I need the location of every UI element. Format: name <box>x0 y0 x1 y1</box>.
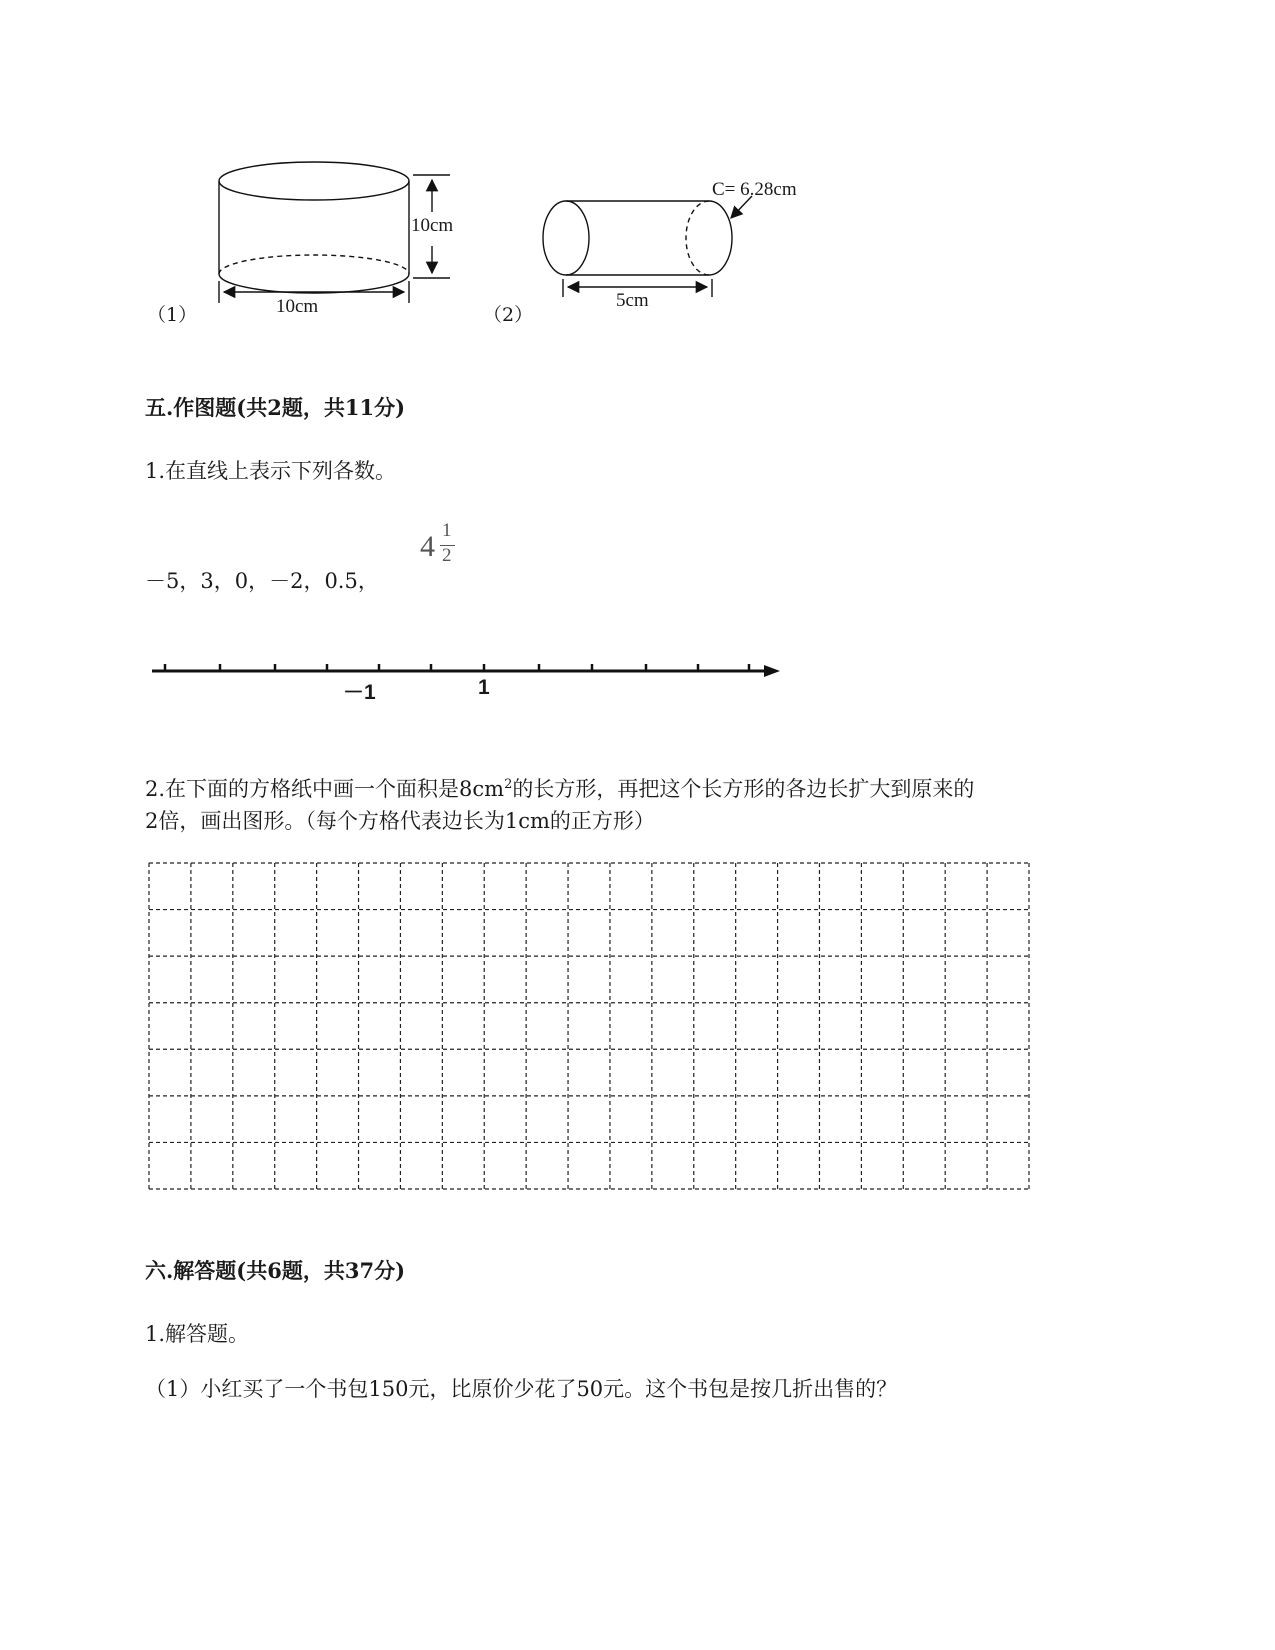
cylinder-2 <box>543 196 752 297</box>
figure-1-height-label: 10cm <box>411 215 454 236</box>
section-5-heading: 五.作图题(共2题，共11分) <box>145 395 406 420</box>
figure-1-label: （1） <box>147 304 198 326</box>
figure-1-diameter-label: 10cm <box>276 296 319 317</box>
q2-text-a: 2.在下面的方格纸中画一个面积是8cm <box>145 777 505 801</box>
q1-numbers: －5，3，0，－2，0.5， <box>145 569 379 593</box>
mixed-number-denominator: 2 <box>442 545 452 566</box>
number-line-label-pos1: 1 <box>478 676 490 699</box>
number-line <box>140 650 800 710</box>
q2-text-b: 的长方形，再把这个长方形的各边长扩大到原来的 <box>512 777 975 801</box>
q2-prompt-line-1 <box>145 773 974 803</box>
figure-2-label: （2） <box>483 304 534 326</box>
section-6-heading: 六.解答题(共6题，共37分) <box>145 1258 406 1283</box>
q1-prompt: 1.在直线上表示下列各数。 <box>145 459 397 483</box>
grid-paper[interactable] <box>147 861 1031 1191</box>
section-6-q1-part1: （1）小红买了一个书包150元，比原价少花了50元。这个书包是按几折出售的？ <box>145 1377 898 1401</box>
mixed-number-whole: 4 <box>420 530 435 563</box>
figure-2-circumference-label: C= 6.28cm <box>712 179 797 200</box>
section-6-q1-prompt: 1.解答题。 <box>145 1322 250 1346</box>
mixed-number-numerator: 1 <box>442 520 452 541</box>
number-line-label-neg1: －1 <box>343 681 376 704</box>
q2-prompt-line-2: 2倍，画出图形。（每个方格代表边长为1cm的正方形） <box>145 809 655 833</box>
q2-superscript: 2 <box>504 777 513 792</box>
figure-2-length-label: 5cm <box>616 290 649 311</box>
